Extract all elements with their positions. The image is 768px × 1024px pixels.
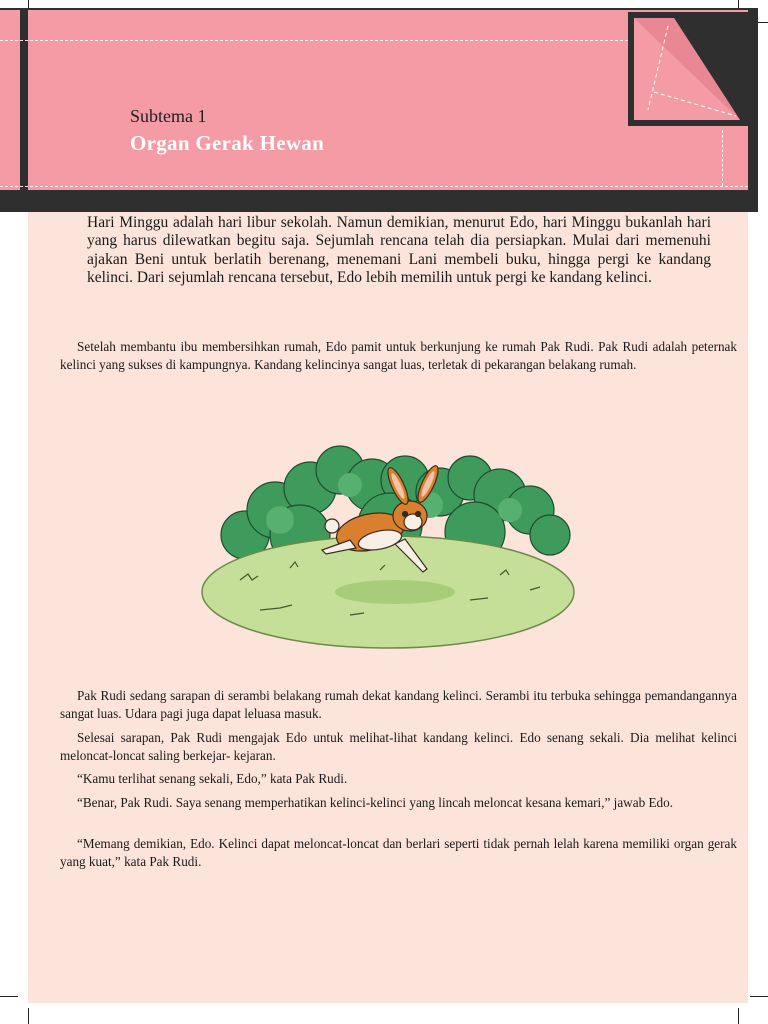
paragraph-text: Pak Rudi sedang sarapan di serambi belakang rumah dekat kandang kelinci. Serambi itu terbuka sehingga pemandangannya sangat luas. Udara pagi juga dapat leluasa masuk. — [60, 688, 737, 721]
crop-mark — [750, 996, 768, 997]
page-title: Organ Gerak Hewan — [130, 131, 325, 155]
subtema-label: Subtema 1 — [130, 106, 207, 126]
paragraph-text: “Benar, Pak Rudi. Saya senang memperhatikan kelinci-kelinci yang lincah meloncat kesana kemari,” jawab Edo. — [77, 795, 673, 810]
body-paragraph-1 — [60, 338, 737, 374]
paragraph-text: “Kamu terlihat senang sekali, Edo,” kata Pak Rudi. — [77, 771, 348, 786]
body-paragraph-3 — [60, 729, 737, 765]
crop-mark — [738, 1008, 739, 1024]
crop-mark — [28, 1008, 29, 1024]
paragraph-text: “Memang demikian, Edo. Kelinci dapat meloncat-loncat dan berlari seperti tidak pernah lelah karena memiliki organ gerak yang kuat,” kata Pak Rudi. — [60, 836, 737, 869]
body-paragraph-2 — [60, 687, 737, 723]
rabbit-illustration — [200, 440, 580, 655]
header-dashed-line — [722, 130, 723, 186]
intro-paragraph: Hari Minggu adalah hari libur sekolah. Namun demikian, menurut Edo, hari Minggu bukanlah hari yang harus dilewatkan begitu saja. Sejumlah rencana telah dia persiapkan. Mulai dari memenuhi ajakan Beni untuk berlatih berenang, menemani Lani membeli buku, hingga pergi ke kandang kelinci. Dari sejumlah rencana tersebut, Edo lebih memilih untuk pergi ke kandang kelinci. — [87, 214, 711, 286]
body-paragraph-4 — [60, 770, 737, 788]
crop-mark — [0, 996, 18, 997]
folded-corner-icon — [628, 12, 756, 126]
paragraph-text: Selesai sarapan, Pak Rudi mengajak Edo untuk melihat-lihat kandang kelinci. Edo senang sekali. Dia melihat kelinci meloncat-loncat saling berkejar- kejaran. — [60, 730, 737, 763]
body-paragraph-5 — [60, 794, 737, 812]
paragraph-text: Setelah membantu ibu membersihkan rumah, Edo pamit untuk berkunjung ke rumah Pak Rudi. Pak Rudi adalah peternak kelinci yang sukses di kampungnya. Kandang kelincinya sangat luas, terletak di pekarangan belakang rumah. — [60, 339, 737, 372]
header-left-tab — [0, 10, 20, 190]
header-dashed-line — [0, 186, 748, 187]
body-paragraph-6 — [60, 835, 737, 871]
